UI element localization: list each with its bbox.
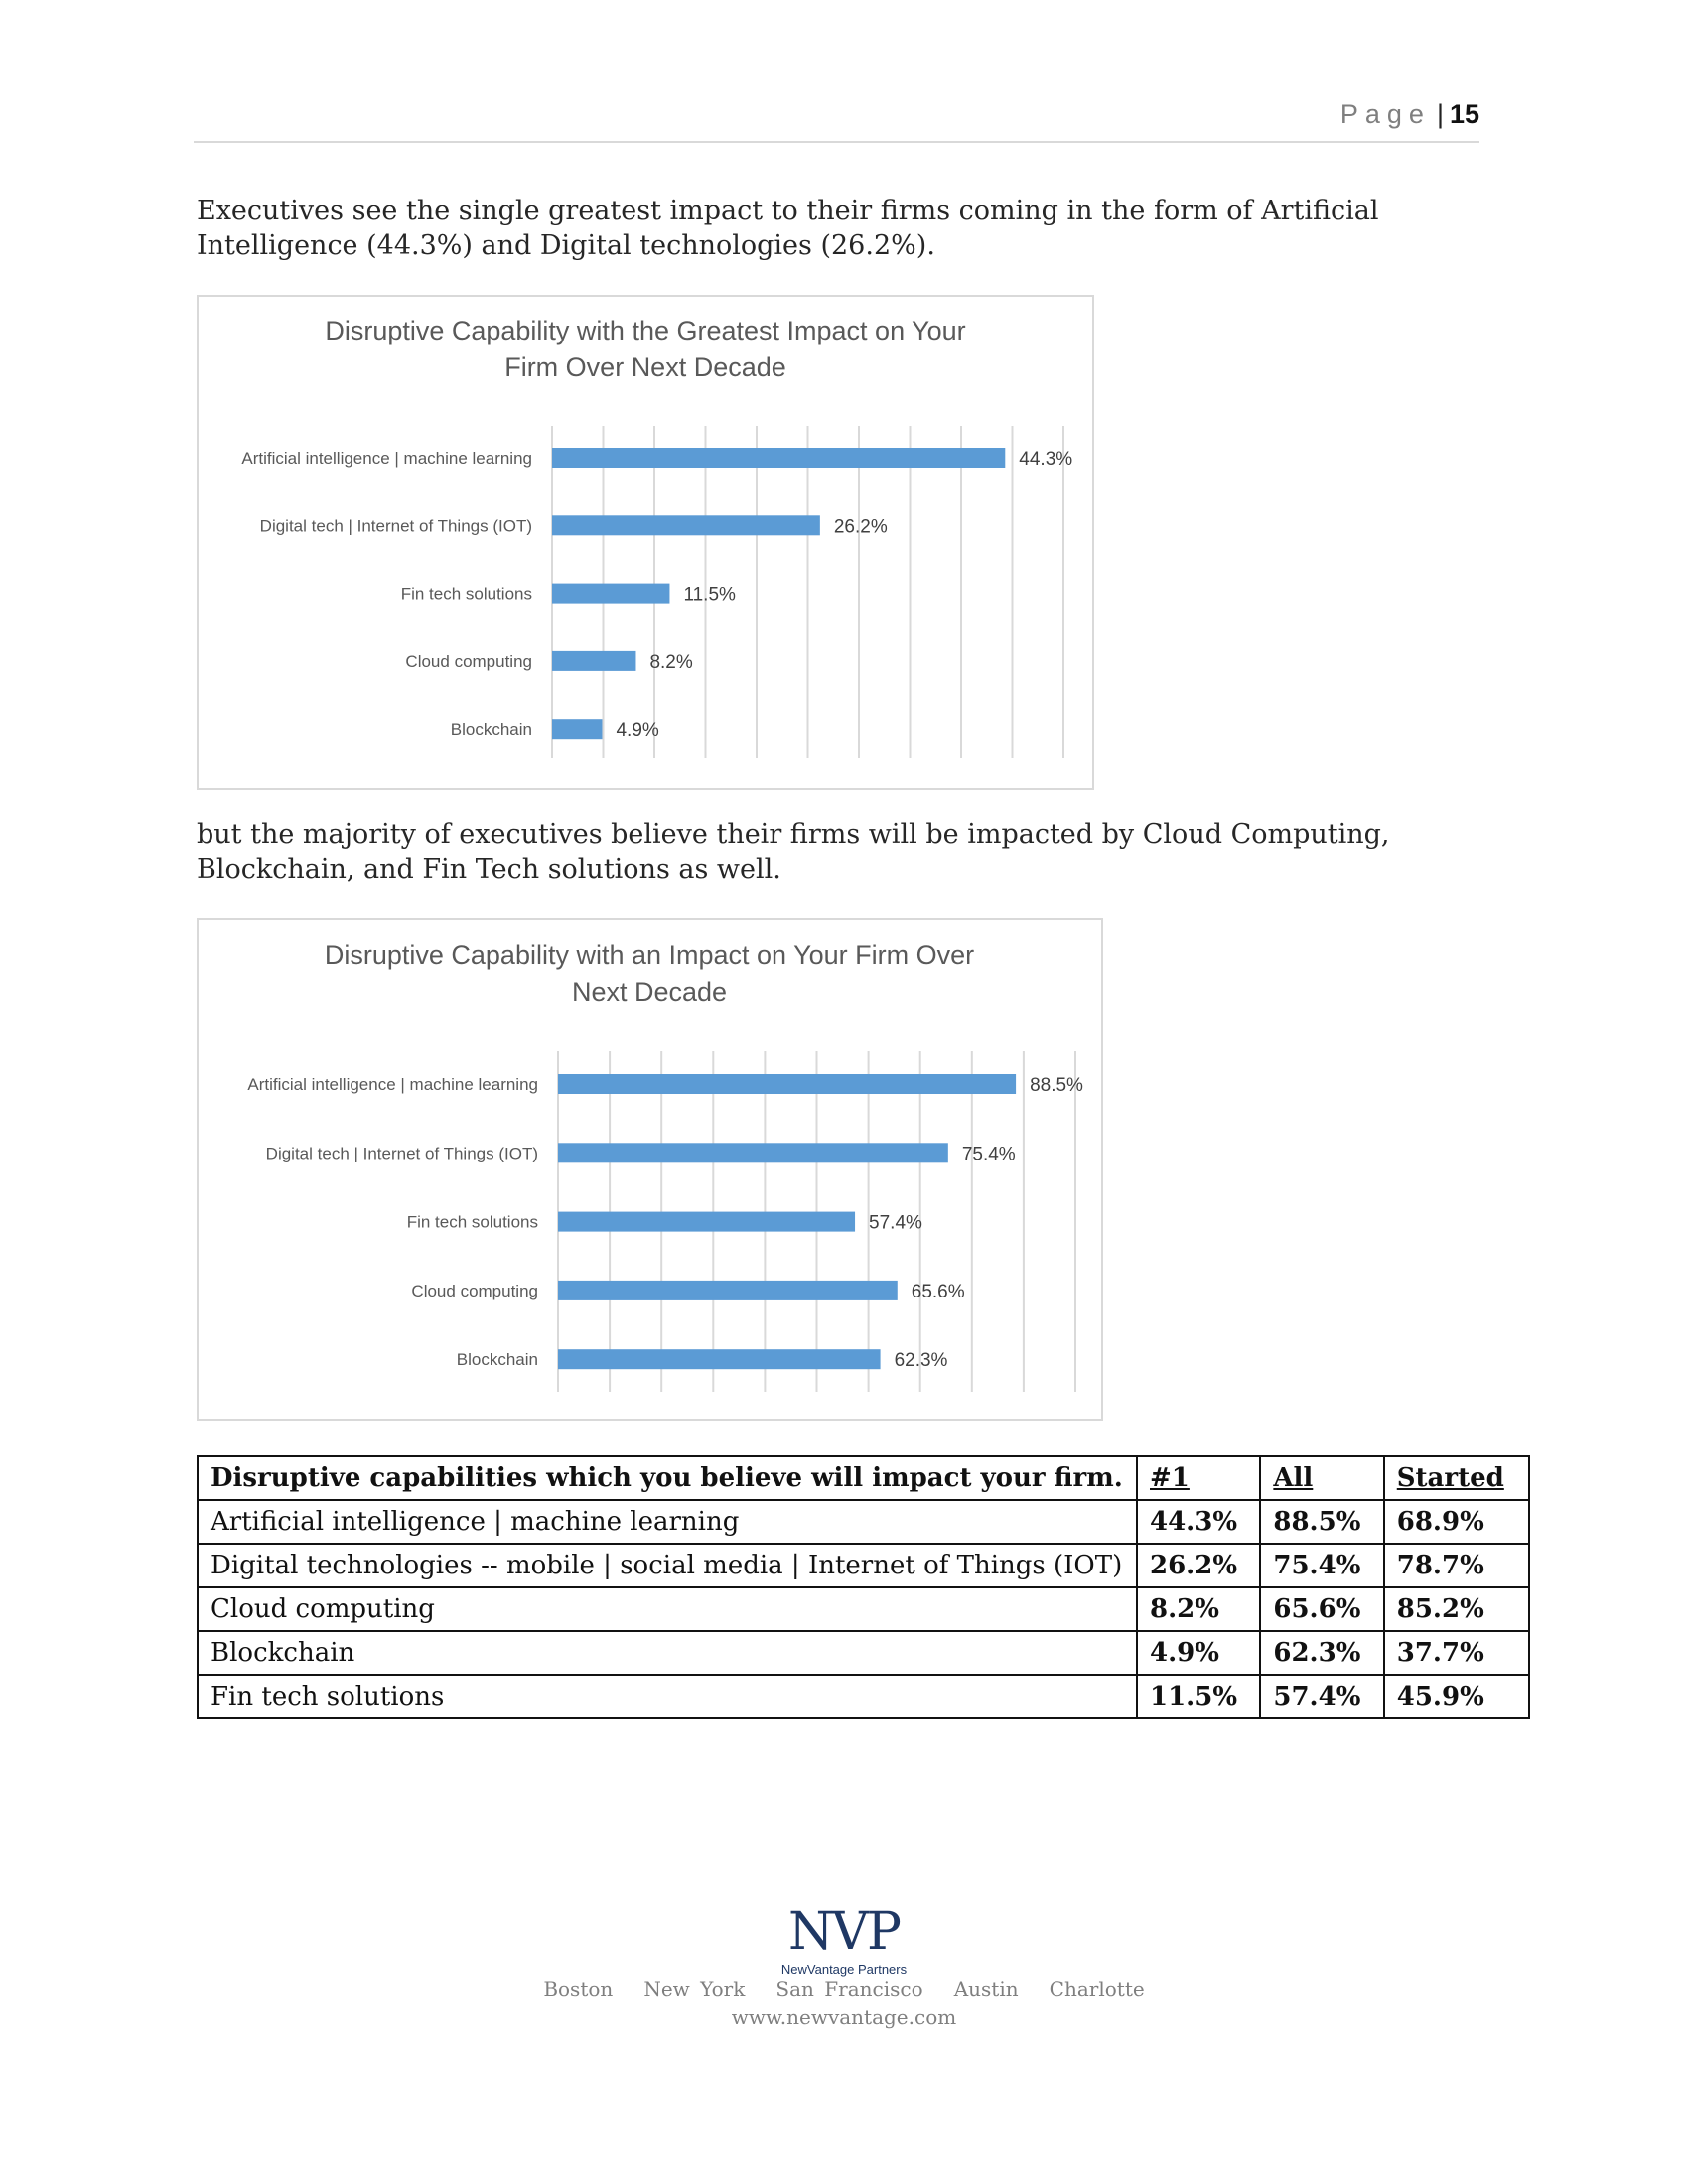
cell-started: 85.2% (1384, 1587, 1529, 1631)
cell-number-one: 4.9% (1137, 1631, 1260, 1675)
cell-started: 37.7% (1384, 1631, 1529, 1675)
data-label: 26.2% (833, 516, 888, 538)
data-label: 8.2% (649, 651, 693, 673)
bar (552, 719, 602, 739)
header-number-one: #1 (1137, 1456, 1260, 1500)
table-row (198, 1587, 1529, 1631)
cell-all: 75.4% (1260, 1544, 1383, 1587)
cell-capability: Digital technologies -- mobile | social media | Internet of Things (IOT) (198, 1544, 1137, 1587)
category-label: Blockchain (450, 720, 532, 740)
data-label: 65.6% (911, 1281, 965, 1302)
page-number (1340, 99, 1479, 130)
data-label: 44.3% (1019, 449, 1073, 470)
second-paragraph: but the majority of executives believe their firms will be impacted by Cloud Computing, Blockchain, and Fin Tech solutions as well. (197, 819, 1390, 885)
header-all: All (1260, 1456, 1383, 1500)
chart-any-impact-svg (199, 920, 1101, 1419)
cell-capability: Artificial intelligence | machine learning (198, 1500, 1137, 1544)
chart-title-line: Disruptive Capability with an Impact on Your Firm Over (324, 940, 975, 970)
cell-started: 78.7% (1384, 1544, 1529, 1587)
bar (552, 584, 669, 604)
cell-started: 68.9% (1384, 1500, 1529, 1544)
cell-number-one: 11.5% (1137, 1675, 1260, 1718)
category-label: Cloud computing (405, 651, 532, 671)
bar (558, 1074, 1016, 1094)
company-website[interactable]: www.newvantage.com (731, 2005, 957, 2029)
cell-number-one: 26.2% (1137, 1544, 1260, 1587)
cell-all: 57.4% (1260, 1675, 1383, 1718)
bar (552, 448, 1005, 468)
bar (558, 1349, 881, 1369)
data-label: 75.4% (961, 1144, 1016, 1165)
data-label: 4.9% (616, 720, 659, 742)
chart-greatest-impact-svg (199, 297, 1092, 788)
category-label: Cloud computing (411, 1281, 538, 1300)
cell-capability: Cloud computing (198, 1587, 1137, 1631)
category-label: Blockchain (456, 1350, 538, 1370)
data-label: 62.3% (894, 1350, 948, 1372)
data-label: 11.5% (683, 584, 736, 606)
chart-title-line: Disruptive Capability with the Greatest Impact on Your (325, 316, 966, 345)
category-label: Digital tech | Internet of Things (IOT) (265, 1144, 538, 1163)
chart-title-line: Firm Over Next Decade (504, 352, 786, 382)
category-label: Fin tech solutions (406, 1212, 538, 1232)
bar (552, 515, 820, 535)
page-separator: | (1436, 99, 1444, 129)
cell-number-one: 44.3% (1137, 1500, 1260, 1544)
chart-any-impact (197, 918, 1103, 1421)
category-label: Fin tech solutions (400, 584, 532, 604)
header-started: Started (1384, 1456, 1529, 1500)
page-word: Page (1339, 99, 1431, 129)
table-row (198, 1544, 1529, 1587)
cell-number-one: 8.2% (1137, 1587, 1260, 1631)
cell-all: 65.6% (1260, 1587, 1383, 1631)
intro-paragraph: Executives see the single greatest impact to their firms coming in the form of Artificial Intelligence (44.3%) and Digital technologies (26.2%). (197, 196, 1379, 261)
cell-all: 88.5% (1260, 1500, 1383, 1544)
chart-title-line: Next Decade (571, 977, 728, 1007)
chart-greatest-impact (197, 295, 1094, 790)
table-row (198, 1500, 1529, 1544)
page-number-value: 15 (1449, 99, 1479, 129)
company-logo: NVP (787, 1902, 901, 1962)
office-cities: Boston New York San Francisco Austin Charlotte (543, 1978, 1145, 2001)
table-row (198, 1675, 1529, 1718)
cell-started: 45.9% (1384, 1675, 1529, 1718)
bar (558, 1143, 948, 1162)
data-label: 88.5% (1030, 1075, 1083, 1096)
table-header-row (198, 1456, 1529, 1500)
bar (552, 651, 635, 671)
data-label: 57.4% (869, 1212, 922, 1234)
bar (558, 1281, 898, 1300)
cell-capability: Blockchain (198, 1631, 1137, 1675)
cell-capability: Fin tech solutions (198, 1675, 1137, 1718)
bar (558, 1212, 855, 1232)
category-label: Digital tech | Internet of Things (IOT) (259, 516, 532, 536)
cell-all: 62.3% (1260, 1631, 1383, 1675)
page-header (194, 97, 1479, 143)
capabilities-table (197, 1455, 1530, 1719)
company-name: NewVantage Partners (780, 1962, 908, 1977)
category-label: Artificial intelligence | machine learning (247, 1075, 538, 1094)
header-capability: Disruptive capabilities which you believe will impact your firm. (198, 1456, 1137, 1500)
category-label: Artificial intelligence | machine learning (241, 449, 532, 468)
table-row (198, 1631, 1529, 1675)
